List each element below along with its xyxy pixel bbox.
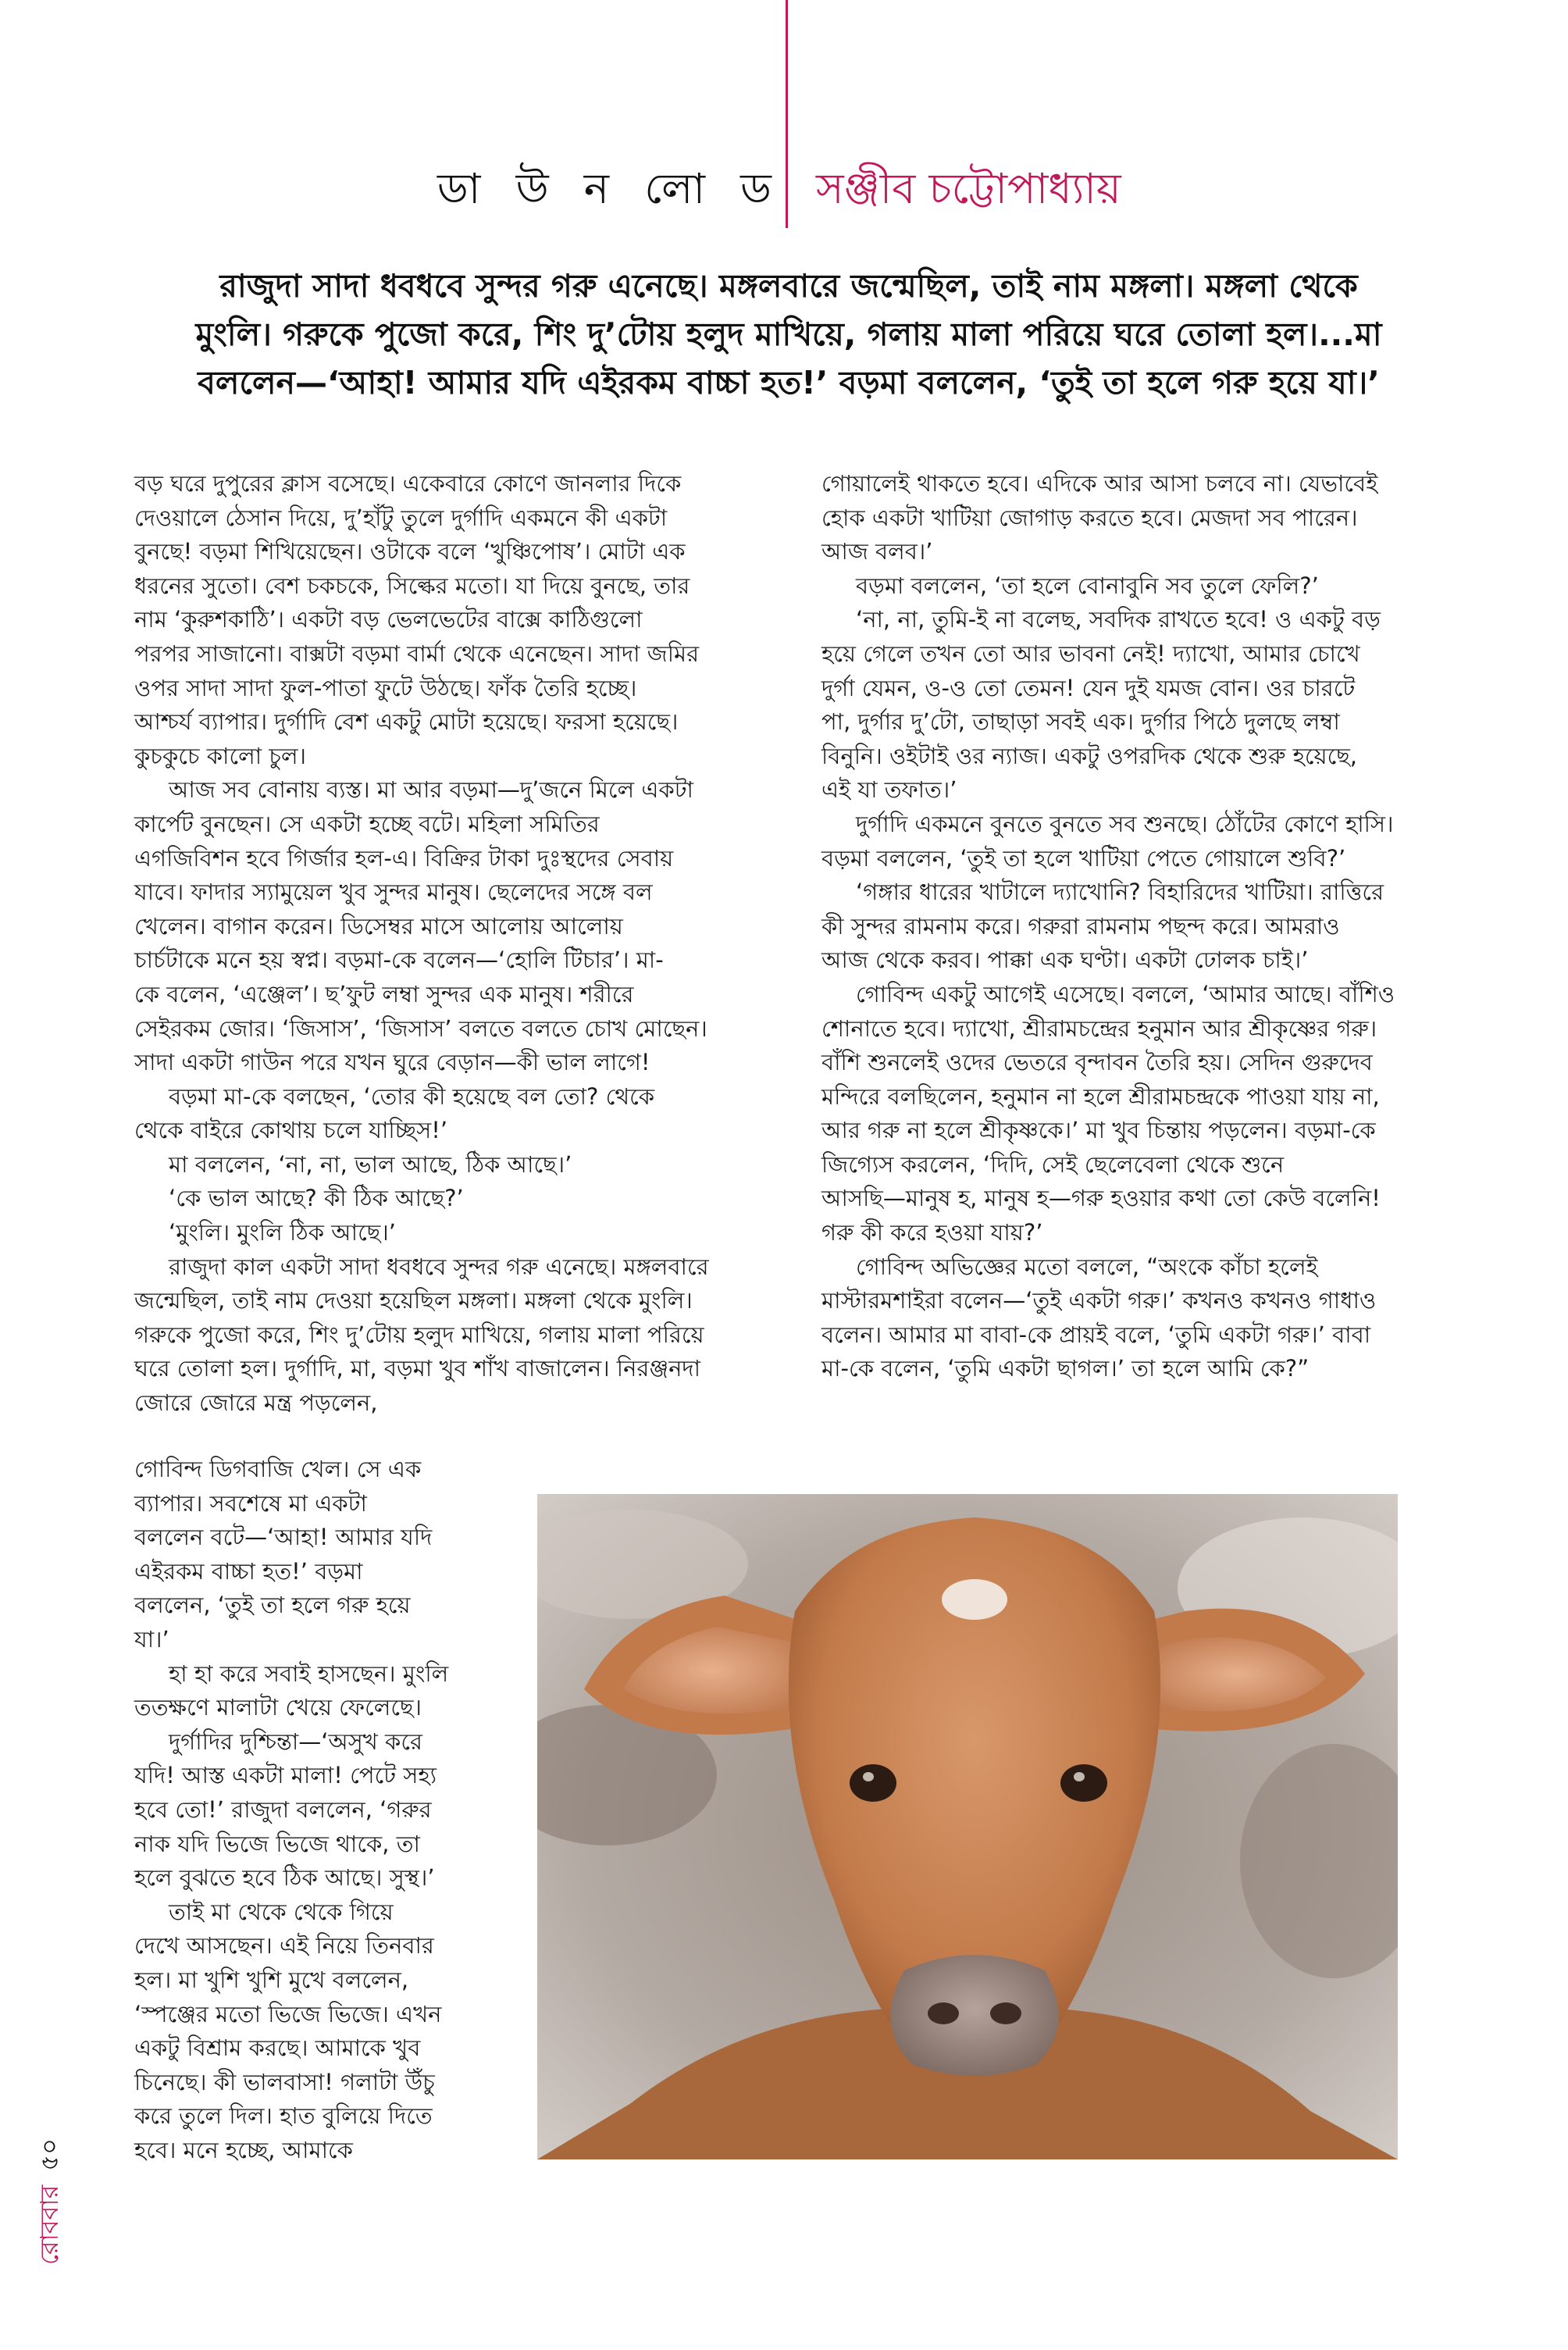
body-line: শোনাতে হবে। দ্যাখো, শ্রীরামচন্দ্রের হনুমান আর শ্রীকৃষ্ণের গরু। — [821, 1015, 1377, 1042]
body-line: দেওয়ালে ঠেসান দিয়ে, দু’হাঁটু তুলে দুর্গাদি একমনে কী একটা — [134, 504, 668, 531]
author-name: সঞ্জীব চট্টোপাধ্যায় — [816, 164, 1121, 213]
body-line: আজ সব বোনায় ব্যস্ত। মা আর বড়মা—দু’জনে মিলে একটা — [169, 776, 693, 804]
body-line: হয়ে গেলে তখন তো আর ভাবনা নেই! দ্যাখো, আমার চোখে — [821, 640, 1360, 667]
body-line: বড়মা মা-কে বলছেন, ‘তোর কী হয়েছে বল তো? থেকে — [169, 1082, 655, 1110]
body-column-left-top — [134, 467, 790, 1421]
body-line: কার্পেট বুনছেন। সে একটা হচ্ছে বটে। মহিলা সমিতির — [134, 810, 600, 837]
body-line: রাজুদা কাল একটা সাদা ধবধবে সুন্দর গরু এনেছে। মঙ্গলবারে — [169, 1253, 709, 1280]
body-line: যদি! আস্ত একটা মালা! পেটে সহ্য — [134, 1762, 437, 1789]
body-line: দুর্গাদির দুশ্চিন্তা—‘অসুখ করে — [169, 1728, 422, 1755]
calf-photo — [537, 1494, 1398, 2159]
body-line: কুচকুচে কালো চুল। — [134, 742, 306, 769]
body-line: নাম ‘কুরুশকাঠি’। একটা বড় ভেলভেটের বাক্সে কাঠিগুলো — [134, 606, 643, 633]
body-column-right — [821, 467, 1470, 1386]
body-line: আজ থেকে করব। পাক্কা এক ঘণ্টা। একটা ঢোলক চাই।’ — [821, 947, 1309, 974]
body-line: ব্যাপার। সবশেষে মা একটা — [134, 1489, 367, 1517]
body-line: খেলেন। বাগান করেন। ডিসেম্বর মাসে আলোয় আলোয় — [134, 912, 623, 940]
body-line: ‘মুংলি। মুংলি ঠিক আছে।’ — [169, 1219, 396, 1246]
body-line: পরপর সাজানো। বাক্সটা বড়মা বার্মা থেকে এনেছেন। সাদা জমির — [134, 640, 700, 667]
body-line: যাবে। ফাদার স্যামুয়েল খুব সুন্দর মানুষ। ছেলেদের সঙ্গে বল — [134, 879, 653, 906]
page-folio — [30, 2138, 72, 2265]
body-line: গরু কী করে হওয়া যায়?’ — [821, 1219, 1043, 1246]
body-line: সাদা একটা গাউন পরে যখন ঘুরে বেড়ান—কী ভাল লাগে! — [134, 1049, 650, 1076]
body-line: নাক যদি ভিজে ভিজে থাকে, তা — [134, 1830, 420, 1857]
lead-line: রাজুদা সাদা ধবধবে সুন্দর গরু এনেছে। মঙ্গলবারে জন্মেছিল, তাই নাম মঙ্গলা। মঙ্গলা থেকে — [219, 267, 1358, 305]
body-line: ধরনের সুতো। বেশ চকচকে, সিল্কের মতো। যা দিয়ে বুনছে, তার — [134, 572, 690, 599]
body-line: আজ বলব।’ — [821, 538, 933, 565]
body-line: বললেন, ‘তুই তা হলে গরু হয়ে — [134, 1592, 411, 1619]
header-divider — [786, 0, 788, 228]
body-line: গরুকে পুজো করে, শিং দু’টোয় হলুদ মাখিয়ে, গলায় মালা পরিয়ে — [134, 1321, 704, 1348]
body-line: দেখে আসছেন। এই নিয়ে তিনবার — [134, 1932, 434, 1960]
body-line: গোয়ালেই থাকতে হবে। এদিকে আর আসা চলবে না। যেভাবেই — [821, 470, 1378, 497]
body-line: বাঁশি শুনলেই ওদের ভেতরে বৃন্দাবন তৈরি হয়। সেদিন গুরুদেব — [821, 1049, 1373, 1076]
body-line: হলে বুঝতে হবে ঠিক আছে। সুস্থ।’ — [134, 1864, 435, 1892]
body-line: জোরে জোরে মন্ত্র পড়লেন, — [134, 1389, 378, 1417]
body-line: এগজিবিশন হবে গির্জার হল-এ। বিক্রির টাকা দুঃস্থদের সেবায় — [134, 844, 674, 872]
body-line: আশ্চর্য ব্যাপার। দুর্গাদি বেশ একটু মোটা হয়েছে। ফরসা হয়েছে। — [134, 708, 679, 736]
body-line: আসছি—মানুষ হ, মানুষ হ—গরু হওয়ার কথা তো কেউ বলেনি! — [821, 1185, 1381, 1212]
body-line: বড় ঘরে দুপুরের ক্লাস বসেছে। একেবারে কোণে জানলার দিকে — [134, 470, 682, 497]
body-line: সেইরকম জোর। ‘জিসাস’, ‘জিসাস’ বলতে বলতে চোখ মোছেন। — [134, 1015, 707, 1042]
body-line: গোবিন্দ অভিজ্ঞের মতো বললে, “অংকে কাঁচা হলেই — [856, 1253, 1318, 1280]
body-line: থেকে বাইরে কোথায় চলে যাচ্ছিস!’ — [134, 1117, 448, 1144]
lead-paragraph — [180, 262, 1398, 407]
body-line: কে বলেন, ‘এঞ্জেল’। ছ’ফুট লম্বা সুন্দর এক মানুষ। শরীরে — [134, 980, 634, 1007]
body-column-left-bottom — [134, 1453, 509, 2167]
body-line: একটু বিশ্রাম করছে। আমাকে খুব — [134, 2034, 421, 2062]
body-line: মা বললেন, ‘না, না, ভাল আছে, ঠিক আছে।’ — [169, 1150, 572, 1178]
body-line: মা-কে বলেন, ‘তুমি একটা ছাগল।’ তা হলে আমি কে?” — [821, 1355, 1310, 1382]
section-title: ডা উ ন লো ড — [437, 164, 782, 213]
body-line: মন্দিরে বলছিলেন, হনুমান না হলে শ্রীরামচন্দ্রকে পাওয়া যায় না, — [821, 1082, 1380, 1110]
body-line: মাস্টারমশাইরা বলেন—‘তুই একটা গরু।’ কখনও কখনও গাধাও — [821, 1287, 1377, 1314]
body-line: ‘না, না, তুমি-ই না বলেছ, সবদিক রাখতে হবে! ও একটু বড় — [856, 606, 1381, 633]
body-line: দুর্গা যেমন, ও-ও তো তেমন! যেন দুই যমজ বোন। ওর চারটে — [821, 674, 1356, 701]
body-line: করে তুলে দিল। হাত বুলিয়ে দিতে — [134, 2102, 433, 2130]
body-line: এই যা তফাত।’ — [821, 776, 957, 804]
body-line: বললেন বটে—‘আহা! আমার যদি — [134, 1524, 433, 1551]
body-line: ‘গঙ্গার ধারের খাটালে দ্যাখোনি? বিহারিদের খাটিয়া। রাত্তিরে — [856, 879, 1384, 906]
body-line: বুনছে! বড়মা শিখিয়েছেন। ওটাকে বলে ‘খুঞ্চিপোষ’। মোটা এক — [134, 538, 686, 565]
body-line: হল। মা খুশি খুশি মুখে বললেন, — [134, 1966, 409, 1993]
body-line: বিনুনি। ওইটাই ওর ন্যাজ। একটু ওপরদিক থেকে শুরু হয়েছে, — [821, 742, 1358, 769]
body-line: দুর্গাদি একমনে বুনতে বুনতে সব শুনছে। ঠোঁটের কোণে হাসি। — [856, 810, 1394, 837]
body-line: কী সুন্দর রামনাম করে। গরুরা রামনাম পছন্দ করে। আমরাও — [821, 912, 1340, 940]
body-line: ততক্ষণে মালাটা খেয়ে ফেলেছে। — [134, 1694, 422, 1721]
body-line: এইরকম বাচ্চা হত!’ বড়মা — [134, 1557, 363, 1585]
page-number: ৫০ — [34, 2138, 64, 2171]
body-line: হবে। মনে হচ্ছে, আমাকে — [134, 2136, 353, 2163]
body-line: বড়মা বললেন, ‘তুই তা হলে খাটিয়া পেতে গোয়ালে শুবি?’ — [821, 844, 1346, 872]
body-line: হোক একটা খাটিয়া জোগাড় করতে হবে। মেজদা সব পারেন। — [821, 504, 1358, 531]
body-line: চিনেছে। কী ভালবাসা! গলাটা উঁচু — [134, 2068, 435, 2095]
body-line: জিগ্যেস করলেন, ‘দিদি, সেই ছেলেবেলা থেকে শুনে — [821, 1150, 1285, 1178]
body-line: চার্চটাকে মনে হয় স্বপ্ন। বড়মা-কে বলেন—‘হোলি টিচার’। মা- — [134, 947, 664, 974]
body-line: বড়মা বললেন, ‘তা হলে বোনাবুনি সব তুলে ফেলি?’ — [856, 572, 1319, 599]
body-line: হবে তো!’ রাজুদা বললেন, ‘গরুর — [134, 1795, 432, 1823]
body-line: ‘স্পঞ্জের মতো ভিজে ভিজে। এখন — [134, 2000, 442, 2027]
body-line: বলেন। আমার মা বাবা-কে প্রায়ই বলে, ‘তুমি একটা গরু।’ বাবা — [821, 1321, 1371, 1348]
body-line: জন্মেছিল, তাই নাম দেওয়া হয়েছিল মঙ্গলা। মঙ্গলা থেকে মুংলি। — [134, 1287, 693, 1314]
body-line: যা।’ — [134, 1625, 169, 1653]
lead-line: মুংলি। গরুকে পুজো করে, শিং দু’টোয় হলুদ মাখিয়ে, গলায় মালা পরিয়ে ঘরে তোলা হল।...মা — [195, 316, 1382, 353]
body-line: আর গরু না হলে শ্রীকৃষ্ণকে।’ মা খুব চিন্তায় পড়লেন। বড়মা-কে — [821, 1117, 1376, 1144]
body-line: গোবিন্দ ডিগবাজি খেল। সে এক — [134, 1456, 422, 1482]
body-line: হা হা করে সবাই হাসছেন। মুংলি — [169, 1660, 449, 1687]
body-line: ওপর সাদা সাদা ফুল-পাতা ফুটে উঠছে। ফাঁক তৈরি হচ্ছে। — [134, 674, 637, 701]
lead-line: বললেন—‘আহা! আমার যদি এইরকম বাচ্চা হত!’ বড়মা বললেন, ‘তুই তা হলে গরু হয়ে যা।’ — [198, 364, 1380, 401]
publication-name: রোববার — [34, 2184, 64, 2265]
body-line: তাই মা থেকে থেকে গিয়ে — [169, 1898, 394, 1925]
body-line: গোবিন্দ একটু আগেই এসেছে। বললে, ‘আমার আছে। বাঁশিও — [856, 980, 1395, 1007]
body-line: পা, দুর্গার দু’টো, তাছাড়া সবই এক। দুর্গার পিঠে দুলছে লম্বা — [821, 708, 1340, 736]
body-line: ‘কে ভাল আছে? কী ঠিক আছে?’ — [169, 1185, 464, 1212]
body-line: ঘরে তোলা হল। দুর্গাদি, মা, বড়মা খুব শাঁখ বাজালেন। নিরঞ্জনদা — [134, 1355, 701, 1382]
